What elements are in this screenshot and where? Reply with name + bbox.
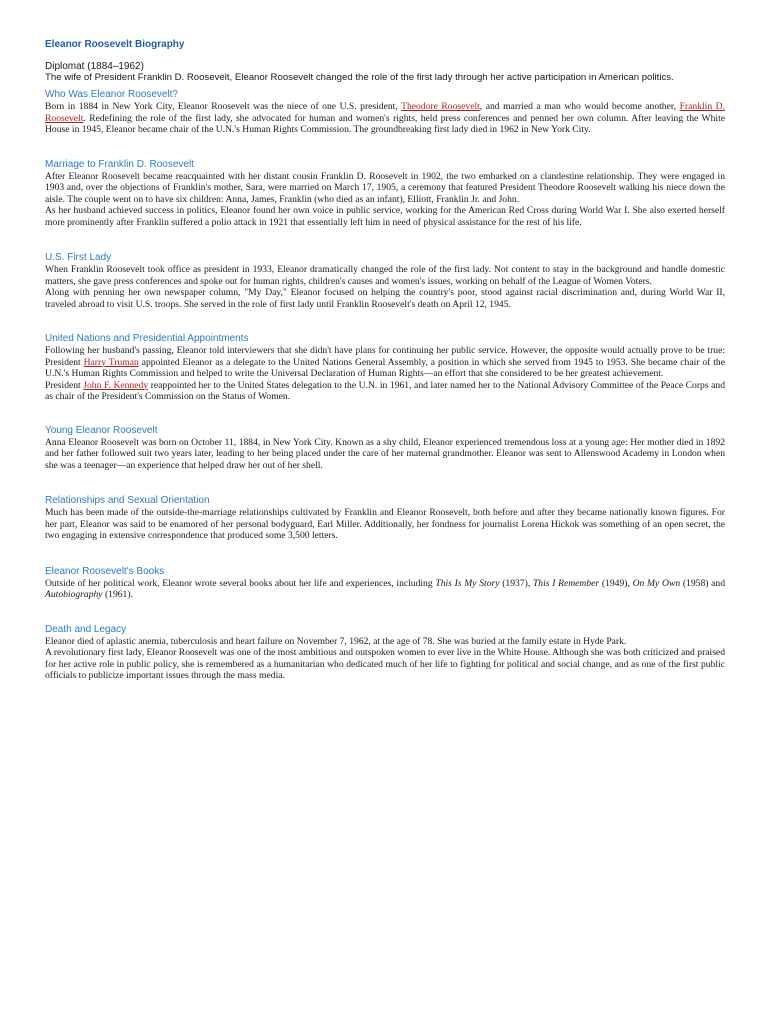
section-young	[45, 424, 725, 472]
section-paragraph: Born in 1884 in New York City, Eleanor Roosevelt was the niece of one U.S. president, Theodore Roosevelt, and married a man who would become another, Franklin D. Roosevelt. Redefining the role of the first lady, she advocated for human and women's rights, held press conferences and penned her own column. After leaving the White House in 1945, Eleanor became chair of the U.N.'s Human Rights Commission. The groundbreaking first lady died in 1962 in New York City.	[45, 101, 725, 135]
section-paragraph: Eleanor died of aplastic anemia, tuberculosis and heart failure on November 7, 1962, at the age of 78. She was buried at the family estate in Hyde Park.	[45, 635, 627, 647]
section-death-legacy	[45, 623, 725, 682]
section-paragraph: After Eleanor Roosevelt became reacquainted with her distant cousin Franklin D. Roosevelt in 1902, the two embarked on a clandestine relationship. They were engaged in 1903 and, over the objections of Franklin's mother, Sara, were married on March 17, 1905, a ceremony that featured President Theodore Roosevelt walking his niece down the aisle. The couple went on to have six children: Anna, James, Franklin (who died as an infant), Elliott, Franklin Jr. and John.	[45, 170, 725, 205]
section-heading: U.S. First Lady	[45, 252, 112, 263]
section-relationships	[45, 494, 725, 542]
section-paragraph: As her husband achieved success in politics, Eleanor found her own voice in public service, working for the American Red Cross during World War I. She also exerted herself more prominently after Franklin suffered a polio attack in 1921 that essentially left him in need of physical assistance for the rest of his life.	[45, 205, 725, 228]
link-harry-truman[interactable]: Harry Truman	[83, 356, 139, 368]
book-title: This Is My Story	[435, 577, 500, 589]
section-heading: Young Eleanor Roosevelt	[45, 424, 158, 436]
document-intro: The wife of President Franklin D. Roosevelt, Eleanor Roosevelt changed the role of the first lady through her active participation in American politics.	[45, 72, 674, 83]
section-paragraph: Much has been made of the outside-the-marriage relationships cultivated by Franklin and Eleanor Roosevelt, both before and after they became nationally known figures. For her part, Eleanor was said to be enamored of her personal bodyguard, Earl Miller. Additionally, her fondness for journalist Lorena Hickok was something of an open secret, the two engaging in extensive correspondence that produced some 3,500 letters.	[45, 507, 725, 541]
section-books	[45, 565, 725, 601]
section-heading: Marriage to Franklin D. Roosevelt	[45, 158, 194, 170]
book-title: On My Own	[632, 577, 681, 589]
section-paragraph: Anna Eleanor Roosevelt was born on October 11, 1884, in New York City. Known as a shy child, Eleanor experienced tremendous loss at a young age: Her mother died in 1892 and her father followed suit two years later, leading to her being placed under the care of her maternal grandmother. Eleanor was sent to Allenswood Academy in London when she was a teenager—an experience that helped draw her out of her shell.	[45, 436, 725, 471]
section-paragraph: When Franklin Roosevelt took office as president in 1933, Eleanor dramatically changed the role of the first lady. Not content to stay in the background and handle domestic matters, she gave press conferences and spoke out for human rights, children's causes and women's issues, working on behalf of the League of Women Voters.	[45, 264, 725, 287]
section-marriage	[45, 158, 725, 229]
section-paragraph: Along with penning her own newspaper column, "My Day," Eleanor focused on helping the country's poor, stood against racial discrimination and, during World War II, traveled abroad to visit U.S. troops. She served in the role of first lady until Franklin Roosevelt's death on April 12, 1945.	[45, 287, 725, 310]
section-heading: Eleanor Roosevelt's Books	[45, 565, 165, 577]
section-paragraph: A revolutionary first lady, Eleanor Roosevelt was one of the most ambitious and outspoken women to ever live in the White House. Although she was both criticized and praised for her active role in public policy, she is remembered as a humanitarian who dedicated much of her life to fighting for political and social change, and as one of the first public officials to publicize important issues through the mass media.	[45, 647, 725, 681]
section-paragraph: Outside of her political work, Eleanor wrote several books about her life and experiences, including This Is My Story (1937), This I Remember (1949), On My Own (1958) and Autobiography (1961).	[45, 577, 726, 600]
section-heading: Who Was Eleanor Roosevelt?	[45, 89, 179, 100]
book-title: Autobiography	[45, 589, 103, 600]
book-title: This I Remember	[532, 577, 600, 589]
link-theodore-roosevelt[interactable]: Theodore Roosevelt	[401, 101, 480, 112]
section-heading: Death and Legacy	[45, 623, 127, 635]
section-heading: United Nations and Presidential Appointments	[45, 333, 249, 344]
section-heading: Relationships and Sexual Orientation	[45, 495, 210, 506]
document-page	[45, 38, 725, 682]
section-paragraph: President John F. Kennedy reappointed her to the United States delegation to the U.N. in 1961, and later named her to the National Advisory Committee of the Peace Corps and as chair of the President's Commission on the Status of Women.	[45, 379, 725, 402]
document-title: Eleanor Roosevelt Biography	[45, 39, 185, 50]
link-john-f-kennedy[interactable]: John F. Kennedy	[83, 379, 149, 391]
section-united-nations	[45, 332, 725, 403]
link-franklin-roosevelt[interactable]: Franklin D. Roosevelt	[45, 101, 725, 124]
section-who	[45, 88, 725, 136]
section-first-lady	[45, 251, 725, 310]
section-paragraph: Following her husband's passing, Eleanor told interviewers that she didn't have plans for continuing her public service. However, the opposite would actually prove to be true: President Harry Truman appointed Eleanor as a delegate to the United Nations General Assembly, a position in which she served from 1945 to 1953. She became chair of the U.N.'s Human Rights Commission and helped to write the Universal Declaration of Human Rights—an effort that she considered to be her greatest achievement.	[45, 345, 725, 379]
document-subtitle: Diplomat (1884–1962)	[45, 61, 144, 72]
